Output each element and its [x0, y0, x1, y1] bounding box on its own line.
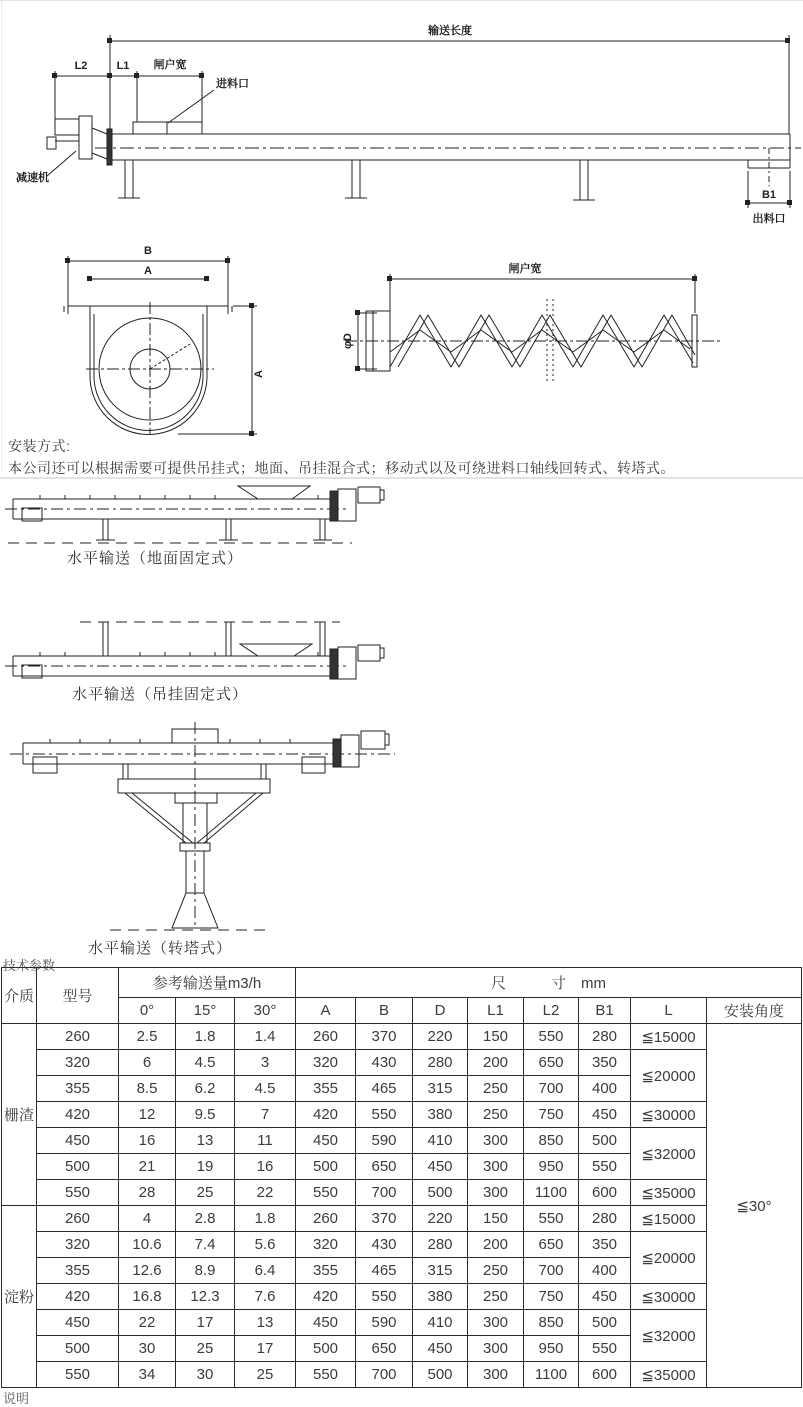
dimension-cell: 550	[524, 1206, 579, 1232]
capacity-cell: 7.4	[176, 1232, 235, 1258]
dimension-cell: 250	[468, 1102, 524, 1128]
header-model: 型号	[37, 968, 119, 1024]
dimension-cell: 500	[296, 1154, 356, 1180]
dimension-cell: 550	[356, 1284, 413, 1310]
dimension-cell: 850	[524, 1128, 579, 1154]
capacity-cell: 19	[176, 1154, 235, 1180]
model-cell: 450	[37, 1128, 119, 1154]
dim-label-b: B	[144, 245, 152, 257]
install-section	[8, 435, 798, 479]
model-cell: 450	[37, 1310, 119, 1336]
dimension-cell: 590	[356, 1128, 413, 1154]
table-row	[2, 1128, 802, 1154]
screw-flight-drawing	[335, 249, 730, 394]
table-row	[2, 1362, 802, 1388]
install-angle-cell: ≦30°	[707, 1024, 802, 1388]
capacity-cell: 12.3	[176, 1284, 235, 1310]
capacity-cell: 1.8	[176, 1024, 235, 1050]
conveyor-side-view-drawing	[0, 1, 803, 233]
dimension-cell: 350	[579, 1232, 631, 1258]
model-cell: 500	[37, 1154, 119, 1180]
dimension-cell: 700	[524, 1258, 579, 1284]
header-angle: 安装角度	[707, 998, 802, 1024]
cross-section-drawing	[28, 236, 318, 446]
dimension-cell: 420	[296, 1284, 356, 1310]
reducer-label: 减速机	[16, 172, 49, 184]
capacity-cell: 9.5	[176, 1102, 235, 1128]
header-l: L	[631, 998, 707, 1024]
section-divider	[0, 477, 803, 479]
capacity-cell: 34	[119, 1362, 176, 1388]
dimension-cell: 650	[356, 1154, 413, 1180]
capacity-cell: 6.4	[235, 1258, 296, 1284]
dimension-cell: 550	[296, 1180, 356, 1206]
capacity-cell: 21	[119, 1154, 176, 1180]
dimension-cell: 750	[524, 1284, 579, 1310]
capacity-cell: 22	[235, 1180, 296, 1206]
header-dimensions: 尺 寸 mm	[296, 968, 802, 998]
table-row	[2, 1232, 802, 1258]
dimension-cell: 650	[524, 1232, 579, 1258]
dimension-cell: 700	[356, 1362, 413, 1388]
capacity-cell: 16	[235, 1154, 296, 1180]
dimension-cell: 1100	[524, 1180, 579, 1206]
medium-cell: 栅渣	[2, 1024, 37, 1206]
turret-caption: 水平输送（转塔式）	[87, 940, 232, 957]
dimension-cell: 420	[296, 1102, 356, 1128]
capacity-cell: 22	[119, 1310, 176, 1336]
dimension-cell: 380	[413, 1284, 468, 1310]
dimension-cell: 450	[296, 1310, 356, 1336]
dimension-cell: 260	[296, 1024, 356, 1050]
dimension-cell: 465	[356, 1258, 413, 1284]
dimension-cell: 500	[296, 1336, 356, 1362]
hanging-fixed-caption: 水平输送（吊挂固定式）	[71, 686, 248, 703]
dimension-cell: 280	[413, 1050, 468, 1076]
model-cell: 550	[37, 1180, 119, 1206]
model-cell: 550	[37, 1362, 119, 1388]
table-row	[2, 1102, 802, 1128]
dimension-cell: 450	[579, 1102, 631, 1128]
dimension-cell: 350	[579, 1050, 631, 1076]
dimension-cell: 250	[468, 1284, 524, 1310]
dim-label-flight-width: 闸户宽	[508, 263, 542, 275]
dimension-cell: 550	[579, 1154, 631, 1180]
length-limit-cell: ≦32000	[631, 1310, 707, 1362]
dim-label-diameter: φD	[342, 333, 354, 349]
capacity-cell: 30	[176, 1362, 235, 1388]
header-b: B	[356, 998, 413, 1024]
model-cell: 355	[37, 1258, 119, 1284]
dimension-cell: 450	[413, 1154, 468, 1180]
length-limit-cell: ≦30000	[631, 1284, 707, 1310]
capacity-cell: 30	[119, 1336, 176, 1362]
capacity-cell: 4.5	[176, 1050, 235, 1076]
medium-cell: 淀粉	[2, 1206, 37, 1388]
dimension-cell: 600	[579, 1180, 631, 1206]
capacity-cell: 17	[176, 1310, 235, 1336]
header-medium: 介质	[2, 968, 37, 1024]
capacity-cell: 16.8	[119, 1284, 176, 1310]
capacity-cell: 16	[119, 1128, 176, 1154]
model-cell: 420	[37, 1102, 119, 1128]
model-cell: 320	[37, 1050, 119, 1076]
dimension-cell: 370	[356, 1206, 413, 1232]
capacity-cell: 25	[235, 1362, 296, 1388]
spec-table-body	[2, 1024, 802, 1388]
dimension-cell: 280	[579, 1206, 631, 1232]
dimension-cell: 600	[579, 1362, 631, 1388]
dim-label-l2: L2	[74, 60, 88, 72]
length-limit-cell: ≦15000	[631, 1206, 707, 1232]
dimension-cell: 320	[296, 1232, 356, 1258]
clipped-caption-top: 技术参数	[3, 958, 56, 973]
dimension-cell: 250	[468, 1258, 524, 1284]
capacity-cell: 13	[176, 1128, 235, 1154]
inlet-label: 进料口	[216, 78, 249, 90]
dimension-cell: 410	[413, 1310, 468, 1336]
capacity-cell: 10.6	[119, 1232, 176, 1258]
dimension-cell: 280	[579, 1024, 631, 1050]
capacity-cell: 17	[235, 1336, 296, 1362]
table-row	[2, 1180, 802, 1206]
dimension-cell: 500	[413, 1180, 468, 1206]
capacity-cell: 8.9	[176, 1258, 235, 1284]
dimension-cell: 590	[356, 1310, 413, 1336]
dimension-cell: 500	[413, 1362, 468, 1388]
dim-label-conveying-length: 输送长度	[428, 25, 472, 37]
dimension-cell: 650	[356, 1336, 413, 1362]
dimension-cell: 300	[468, 1128, 524, 1154]
model-cell: 320	[37, 1232, 119, 1258]
capacity-cell: 1.8	[235, 1206, 296, 1232]
dimension-cell: 700	[524, 1076, 579, 1102]
dimension-cell: 500	[579, 1128, 631, 1154]
dimension-cell: 315	[413, 1076, 468, 1102]
dimension-cell: 150	[468, 1206, 524, 1232]
header-l2: L2	[524, 998, 579, 1024]
dimension-cell: 465	[356, 1076, 413, 1102]
capacity-cell: 7	[235, 1102, 296, 1128]
dimension-cell: 260	[296, 1206, 356, 1232]
table-row	[2, 1310, 802, 1336]
dimension-cell: 550	[579, 1336, 631, 1362]
capacity-cell: 8.5	[119, 1076, 176, 1102]
ground-fixed-caption: 水平输送（地面固定式）	[66, 550, 243, 567]
capacity-cell: 5.6	[235, 1232, 296, 1258]
dimension-cell: 500	[579, 1310, 631, 1336]
dimension-cell: 410	[413, 1128, 468, 1154]
length-limit-cell: ≦30000	[631, 1102, 707, 1128]
capacity-cell: 12	[119, 1102, 176, 1128]
dimension-cell: 1100	[524, 1362, 579, 1388]
table-row	[2, 1284, 802, 1310]
length-limit-cell: ≦35000	[631, 1362, 707, 1388]
dimension-cell: 355	[296, 1076, 356, 1102]
dimension-cell: 450	[579, 1284, 631, 1310]
dimension-cell: 300	[468, 1310, 524, 1336]
header-a: A	[296, 998, 356, 1024]
dimension-cell: 200	[468, 1232, 524, 1258]
dimension-cell: 650	[524, 1050, 579, 1076]
capacity-cell: 4	[119, 1206, 176, 1232]
length-limit-cell: ≦15000	[631, 1024, 707, 1050]
capacity-cell: 3	[235, 1050, 296, 1076]
dimension-cell: 550	[524, 1024, 579, 1050]
header-b1: B1	[579, 998, 631, 1024]
dimension-cell: 550	[296, 1362, 356, 1388]
header-d: D	[413, 998, 468, 1024]
capacity-cell: 25	[176, 1336, 235, 1362]
header-l1: L1	[468, 998, 524, 1024]
capacity-cell: 1.4	[235, 1024, 296, 1050]
capacity-cell: 6.2	[176, 1076, 235, 1102]
table-row	[2, 1050, 802, 1076]
model-cell: 420	[37, 1284, 119, 1310]
dimension-cell: 355	[296, 1258, 356, 1284]
dim-label-b1: B1	[761, 189, 777, 201]
dimension-cell: 250	[468, 1076, 524, 1102]
dimension-cell: 220	[413, 1024, 468, 1050]
capacity-cell: 6	[119, 1050, 176, 1076]
dimension-cell: 450	[296, 1128, 356, 1154]
dimension-cell: 150	[468, 1024, 524, 1050]
dimension-cell: 400	[579, 1258, 631, 1284]
model-cell: 500	[37, 1336, 119, 1362]
dimension-cell: 280	[413, 1232, 468, 1258]
dimension-cell: 300	[468, 1336, 524, 1362]
dim-label-l1: L1	[116, 60, 130, 72]
dimension-cell: 315	[413, 1258, 468, 1284]
capacity-cell: 7.6	[235, 1284, 296, 1310]
model-cell: 355	[37, 1076, 119, 1102]
dimension-cell: 220	[413, 1206, 468, 1232]
dimension-cell: 850	[524, 1310, 579, 1336]
length-limit-cell: ≦32000	[631, 1128, 707, 1180]
header-0deg: 0°	[119, 998, 176, 1024]
install-description: 本公司还可以根据需要可提供吊挂式；地面、吊挂混合式；移动式以及可绕进料口轴线回转式、转塔式。	[8, 460, 675, 476]
dimension-cell: 300	[468, 1362, 524, 1388]
dimension-cell: 700	[356, 1180, 413, 1206]
capacity-cell: 12.6	[119, 1258, 176, 1284]
capacity-cell: 4.5	[235, 1076, 296, 1102]
ground-fixed-diagram	[0, 481, 410, 547]
dimension-cell: 320	[296, 1050, 356, 1076]
dimension-cell: 450	[413, 1336, 468, 1362]
table-row	[2, 1206, 802, 1232]
capacity-cell: 13	[235, 1310, 296, 1336]
dim-label-a-top: A	[144, 265, 152, 277]
turret-diagram	[0, 717, 410, 935]
dimension-cell: 750	[524, 1102, 579, 1128]
length-limit-cell: ≦20000	[631, 1050, 707, 1102]
dimension-cell: 300	[468, 1180, 524, 1206]
length-limit-cell: ≦20000	[631, 1232, 707, 1284]
table-header-row-1	[2, 968, 802, 998]
capacity-cell: 28	[119, 1180, 176, 1206]
dim-label-inlet-width: 闸户宽	[153, 59, 187, 71]
dimension-cell: 300	[468, 1154, 524, 1180]
clipped-caption-bottom: 说明	[3, 1391, 30, 1406]
outlet-label: 出料口	[752, 213, 786, 225]
header-30deg: 30°	[235, 998, 296, 1024]
dimension-cell: 950	[524, 1154, 579, 1180]
capacity-cell: 2.8	[176, 1206, 235, 1232]
dimension-cell: 550	[356, 1102, 413, 1128]
spec-table	[1, 967, 802, 1388]
dimension-cell: 370	[356, 1024, 413, 1050]
capacity-cell: 2.5	[119, 1024, 176, 1050]
table-row	[2, 1024, 802, 1050]
header-capacity: 参考输送量m3/h	[119, 968, 296, 998]
model-cell: 260	[37, 1024, 119, 1050]
dimension-cell: 430	[356, 1232, 413, 1258]
dim-label-a-side: A	[253, 370, 265, 378]
length-limit-cell: ≦35000	[631, 1180, 707, 1206]
dimension-cell: 380	[413, 1102, 468, 1128]
capacity-cell: 25	[176, 1180, 235, 1206]
install-title: 安装方式:	[8, 438, 71, 454]
dimension-cell: 950	[524, 1336, 579, 1362]
header-15deg: 15°	[176, 998, 235, 1024]
dimension-cell: 430	[356, 1050, 413, 1076]
capacity-cell: 11	[235, 1128, 296, 1154]
hanging-fixed-diagram	[0, 607, 410, 683]
dimension-cell: 200	[468, 1050, 524, 1076]
dimension-cell: 400	[579, 1076, 631, 1102]
model-cell: 260	[37, 1206, 119, 1232]
table-header-row-2	[2, 998, 802, 1024]
